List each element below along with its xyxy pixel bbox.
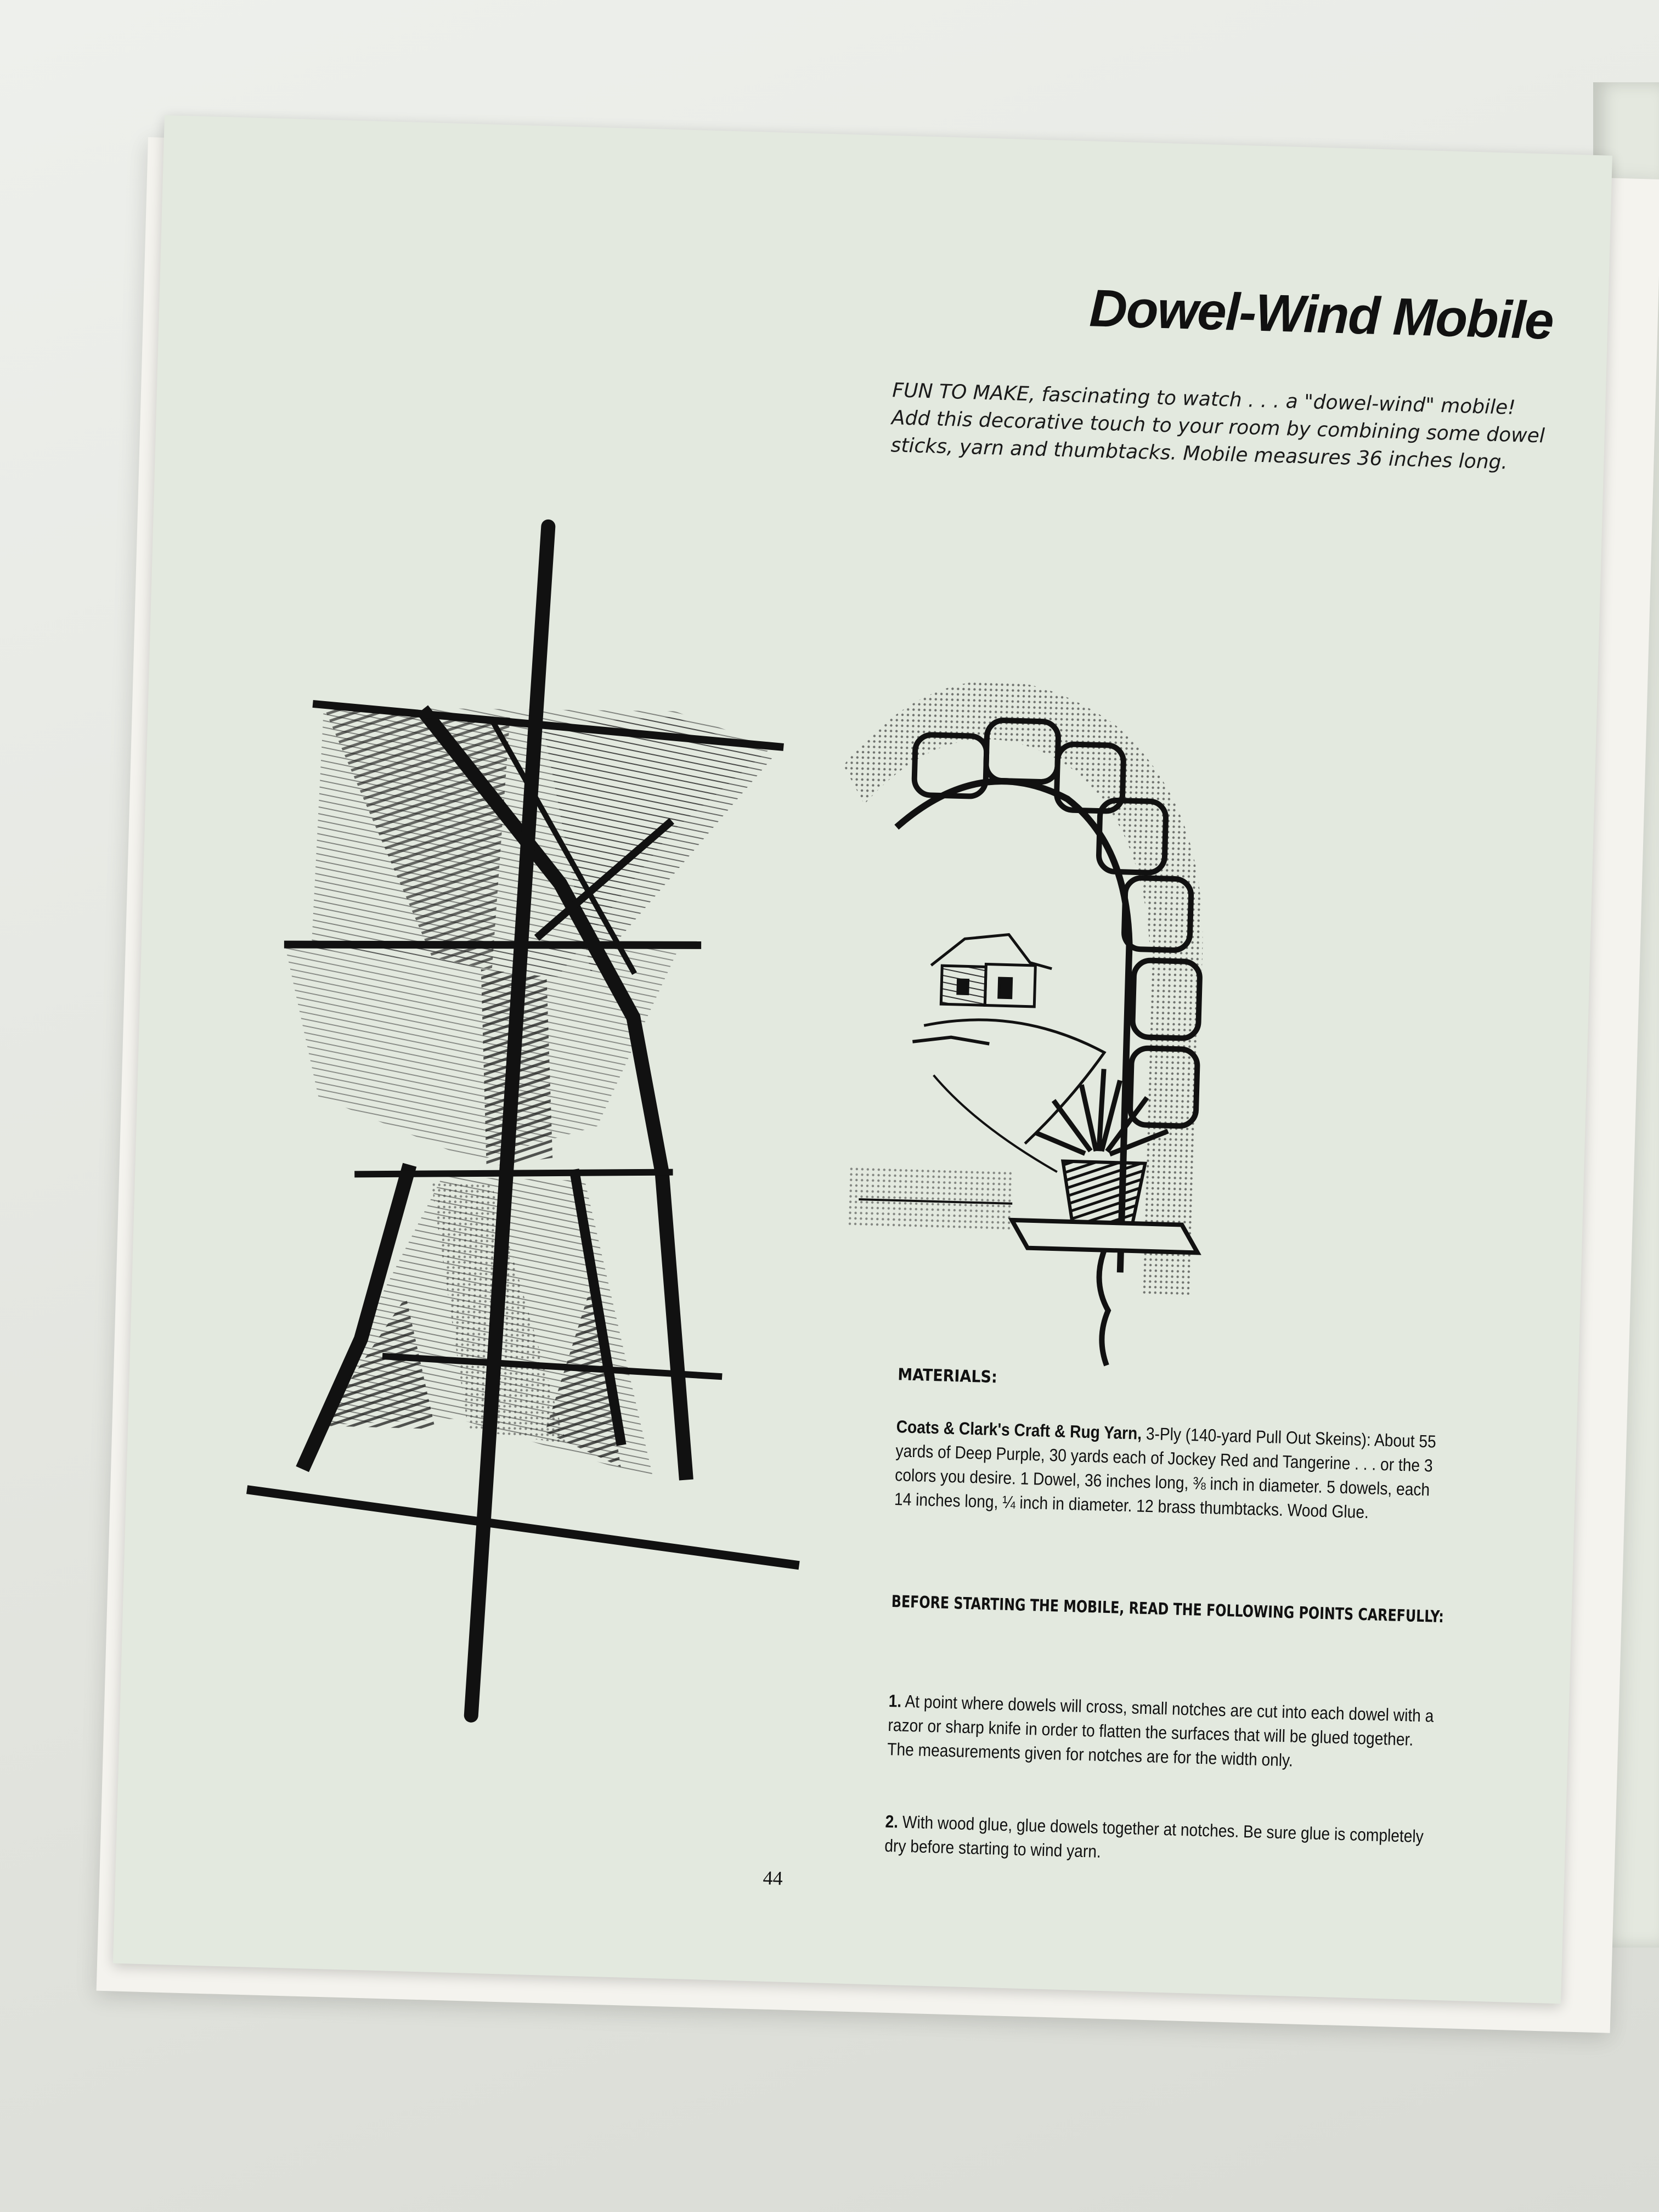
materials-heading: MATERIALS: [897,1365,998,1387]
before-starting-heading: BEFORE STARTING THE MOBILE, READ THE FOLLOWING POINTS CAREFULLY: [891,1592,1444,1627]
materials-text: 3-Ply (140-yard Pull Out Skeins): About 55 yards of Deep Purple, 30 yards each of Jockey Red and Tangerine . . . or the 3 colors you desire. 1 Dowel, 36 inches long, ⅜ inch in diameter. 5 dowels, each 14 inches long, ¼ inch in diameter. 12 brass thumbtacks. Wood Glue. [894,1423,1437,1522]
page-title: Dowel-Wind Mobile [1088,279,1554,351]
intro-paragraph: FUN TO MAKE, fascinating to watch . . . a "dowel-wind" mobile! Add this decorative touch to your room by combining some dowel sticks, yarn and thumbtacks. Mobile measures 36 inches long. [890,379,1545,474]
step-text: With wood glue, glue dowels together at notches. Be sure glue is completely dry before starting to wind yarn. [884,1812,1424,1861]
mobile-illustration [225,392,1364,1904]
materials-list [894,1414,1452,1526]
step-1 [887,1689,1444,1776]
page-number: 44 [763,1866,783,1889]
archway-scene [827,676,1213,1368]
yarn-brand: Coats & Clark's Craft & Rug Yarn, [896,1417,1142,1443]
dowel-mobile [241,519,828,1724]
step-number: 1. [888,1690,902,1711]
step-text: At point where dowels will cross, small notches are cut into each dowel with a razor or sharp knife in order to flatten the surfaces that will be glued together. The measurements given for notches are for the width only. [887,1691,1434,1770]
book-page [113,115,1612,2004]
step-number: 2. [885,1811,899,1832]
